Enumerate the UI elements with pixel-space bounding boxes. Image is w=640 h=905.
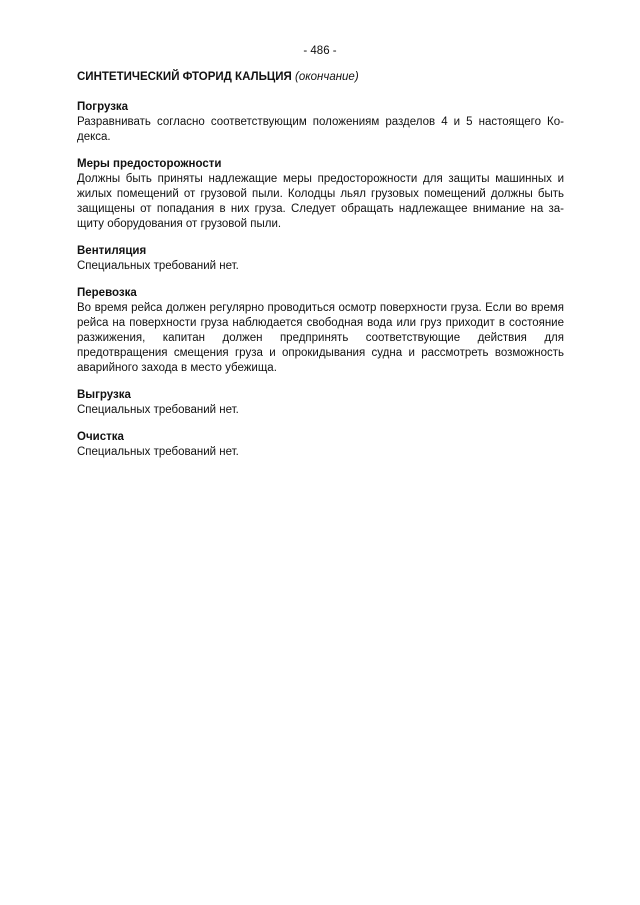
section-heading: Вентиляция xyxy=(77,245,147,257)
section-text: Специальных требований нет. xyxy=(77,446,239,458)
section-heading: Погрузка xyxy=(77,101,129,113)
section-text: Во время рейса должен регулярно проводиться осмотр поверхности груза. Если во время рейса на поверхности груза наблюдается свободная вода или груз приходит в состояние разжижения, капитан должен предпринять соответствующие действия для предотвращения смещения груза и опрокидывания судна и рассмотреть возможность аварийного захода в место убежища. xyxy=(77,302,564,374)
section-discharge xyxy=(77,388,564,418)
section-ventilation xyxy=(77,244,564,274)
section-heading: Меры предосторожности xyxy=(77,158,222,170)
section-heading: Выгрузка xyxy=(77,389,131,401)
section-precautions xyxy=(77,157,564,232)
title-main: СИНТЕТИЧЕСКИЙ ФТОРИД КАЛЬЦИЯ xyxy=(77,71,292,83)
page-title xyxy=(77,71,577,83)
section-carriage xyxy=(77,286,564,376)
section-text: Специальных требований нет. xyxy=(77,404,239,416)
page-number: - 486 - xyxy=(303,45,337,57)
section-loading xyxy=(77,100,564,145)
section-heading: Перевозка xyxy=(77,287,137,299)
section-text: Должны быть приняты надлежащие меры предосторожности для защиты машинных и жилых помещений от грузовой пыли. Колодцы льял грузовых помещений должны быть защищены от попадания в них груза. Следует обращать надлежащее внимание на защиту оборудования от грузовой пыли. xyxy=(77,173,564,230)
title-suffix: (окончание) xyxy=(294,71,359,83)
section-text: Специальных требований нет. xyxy=(77,260,239,272)
section-text: Разравнивать согласно соответствующим положениям разделов 4 и 5 настоящего Кодекса. xyxy=(77,116,564,143)
document-body xyxy=(77,100,564,472)
section-clean-up xyxy=(77,430,564,460)
section-heading: Очистка xyxy=(77,431,124,443)
